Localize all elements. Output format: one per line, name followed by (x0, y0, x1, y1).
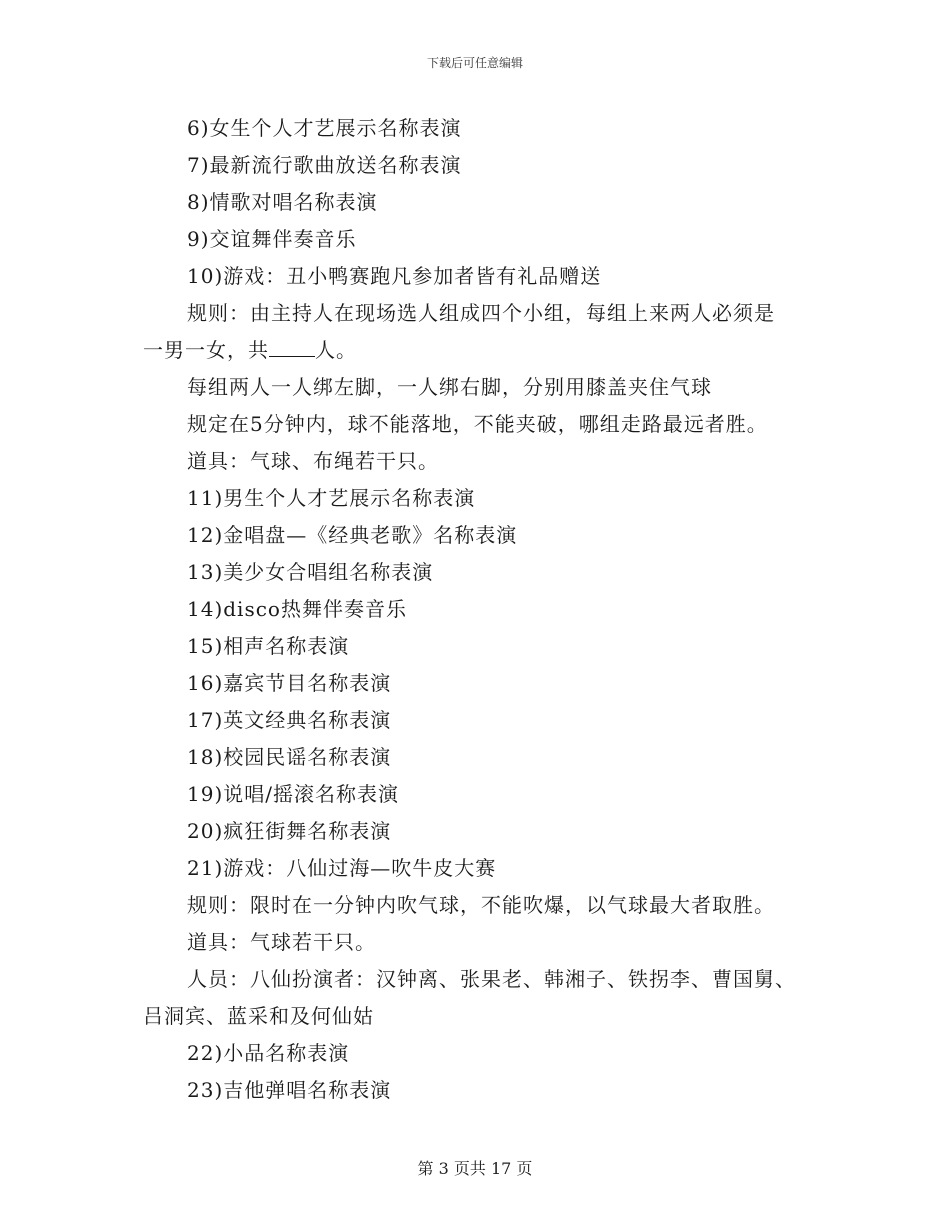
rule-text: 每组两人一人绑左脚，一人绑右脚，分别用膝盖夹住气球 (187, 375, 712, 399)
program-item: 13)美少女合唱组名称表演 (187, 560, 434, 584)
page-header: 下载后可任意编辑 (426, 56, 523, 70)
rule-text: 规定在5分钟内，球不能落地，不能夹破，哪组走路最远者胜。 (187, 412, 768, 436)
program-item: 18)校园民谣名称表演 (187, 745, 392, 769)
cast-text-continued: 吕洞宾、蓝采和及何仙姑 (143, 1004, 374, 1028)
program-item: 11)男生个人才艺展示名称表演 (187, 486, 476, 510)
props-text: 道具：气球、布绳若干只。 (187, 449, 439, 473)
program-item: 15)相声名称表演 (187, 634, 350, 658)
program-item: 12)金唱盘—《经典老歌》名称表演 (187, 523, 518, 547)
program-item: 7)最新流行歌曲放送名称表演 (187, 153, 462, 177)
props-text: 道具：气球若干只。 (187, 930, 376, 954)
program-item: 21)游戏：八仙过海—吹牛皮大赛 (187, 856, 497, 880)
program-item: 10)游戏：丑小鸭赛跑凡参加者皆有礼品赠送 (187, 264, 602, 288)
rule-text-before-blank: 一男一女，共 (143, 338, 269, 362)
program-item: 6)女生个人才艺展示名称表演 (187, 116, 462, 140)
program-item: 20)疯狂街舞名称表演 (187, 819, 392, 843)
rule-text-continued (0, 332, 950, 369)
rule-text-after-blank: 人。 (315, 338, 357, 362)
program-item: 8)情歌对唱名称表演 (187, 190, 378, 214)
program-item: 17)英文经典名称表演 (187, 708, 392, 732)
program-item: 19)说唱/摇滚名称表演 (187, 782, 399, 806)
page-footer: 第 3 页共 17 页 (417, 1159, 533, 1178)
program-item: 16)嘉宾节目名称表演 (187, 671, 392, 695)
program-item: 23)吉他弹唱名称表演 (187, 1078, 392, 1102)
program-item: 22)小品名称表演 (187, 1041, 350, 1065)
fill-in-blank (269, 334, 315, 357)
program-item: 14)disco热舞伴奏音乐 (187, 597, 407, 621)
rule-text: 规则：限时在一分钟内吹气球，不能吹爆，以气球最大者取胜。 (187, 893, 775, 917)
rule-text: 规则：由主持人在现场选人组成四个小组，每组上来两人必须是 (187, 301, 775, 325)
cast-text: 人员：八仙扮演者：汉钟离、张果老、韩湘子、铁拐李、曹国舅、 (187, 967, 796, 991)
program-item: 9)交谊舞伴奏音乐 (187, 227, 357, 251)
page-content (0, 110, 950, 1109)
